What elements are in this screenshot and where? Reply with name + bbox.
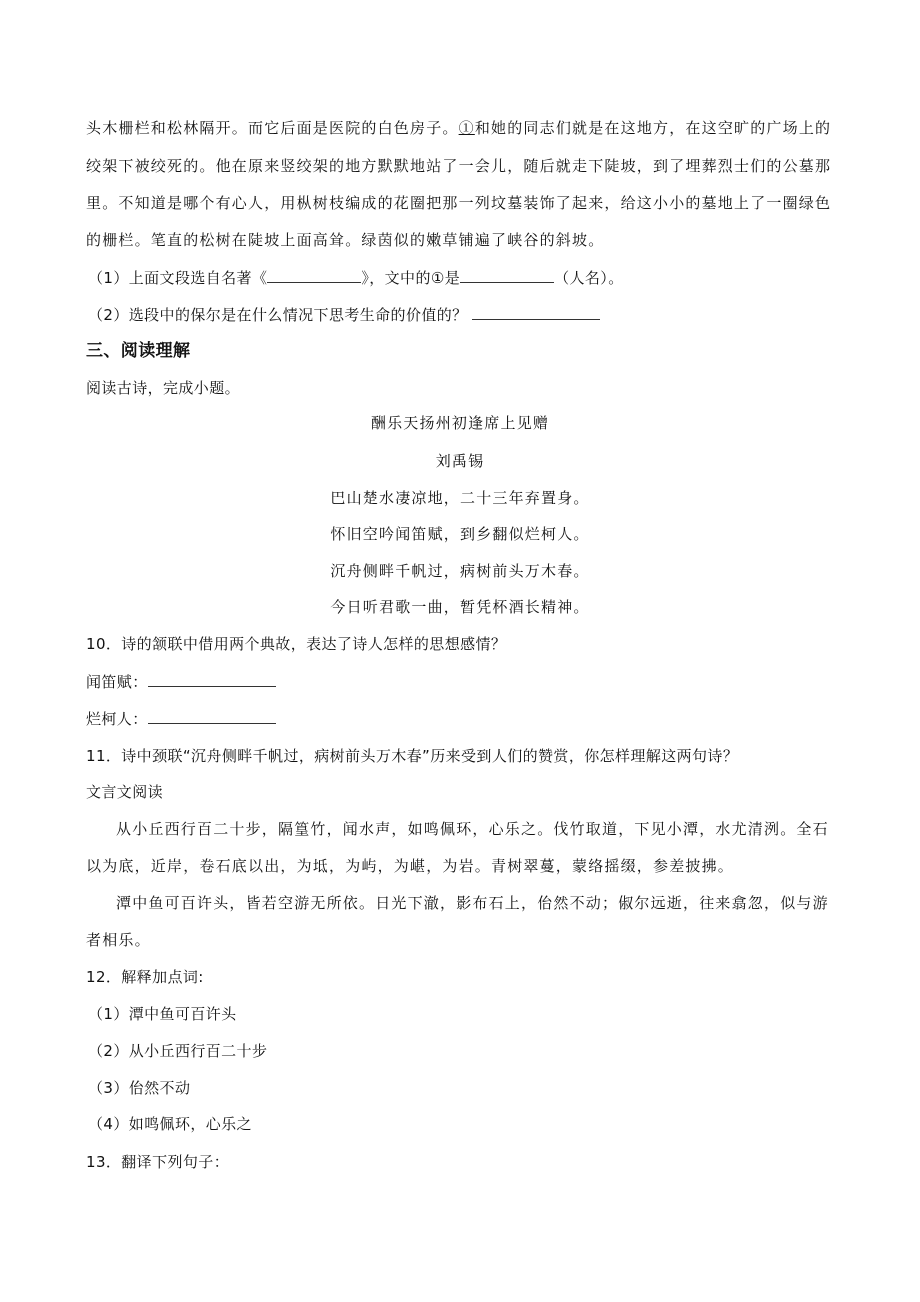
answer-blank[interactable] bbox=[472, 305, 600, 320]
passage-line-2: 绞架下被绞死的。他在原来竖绞架的地方默默地站了一会儿，随后就走下陡坡，到了埋葬烈士们的公墓那 bbox=[86, 157, 832, 175]
classical-line-1: 从小丘西行百二十步，隔篁竹，闻水声，如鸣佩环，心乐之。伐竹取道，下见小潭，水尤清洌。全石 bbox=[116, 820, 829, 838]
poem-line-1: 巴山楚水凄凉地，二十三年弃置身。 bbox=[330, 489, 590, 507]
circled-marker: ① bbox=[458, 119, 475, 137]
classical-line-4: 者相乐。 bbox=[86, 931, 151, 949]
classical-line-2: 以为底，近岸，卷石底以出，为坻，为屿，为嵁，为岩。青树翠蔓，蒙络摇缀，参差披拂。 bbox=[86, 857, 735, 875]
question-11: 11．诗中颈联“沉舟侧畔千帆过，病树前头万木春”历来受到人们的赞赏，你怎样理解这两句诗？ bbox=[86, 747, 739, 765]
section-heading: 三、阅读理解 bbox=[86, 341, 191, 361]
answer-blank[interactable] bbox=[148, 672, 276, 687]
sub-question-text: （1）上面文段选自名著《 bbox=[88, 269, 268, 287]
passage-line-3: 里。不知道是哪个有心人，用枞树枝编成的花圈把那一列坟墓装饰了起来，给这小小的墓地上了一圈绿色 bbox=[86, 194, 832, 212]
question-12-item: （1）潭中鱼可百许头 bbox=[88, 1005, 237, 1023]
poem-intro: 阅读古诗，完成小题。 bbox=[86, 379, 241, 397]
question-10-part-b bbox=[86, 709, 276, 729]
passage-line-1 bbox=[86, 118, 831, 138]
poem-line-2: 怀旧空吟闻笛赋，到乡翻似烂柯人。 bbox=[330, 525, 590, 543]
sub-question-text: 》，文中的①是 bbox=[361, 269, 461, 287]
sub-question-1 bbox=[88, 268, 624, 288]
answer-label: 烂柯人： bbox=[86, 710, 148, 728]
answer-blank[interactable] bbox=[148, 709, 276, 724]
question-10-part-a bbox=[86, 672, 276, 692]
passage-line-4: 的栅栏。笔直的松树在陡坡上面高耸。绿茵似的嫩草铺遍了峡谷的斜坡。 bbox=[86, 231, 605, 249]
question-12-item: （3）佁然不动 bbox=[88, 1079, 191, 1097]
classical-line-3: 潭中鱼可百许头，皆若空游无所依。日光下澈，影布石上，佁然不动；俶尔远逝，往来翕忽，似与游 bbox=[116, 894, 829, 912]
poem-line-3: 沉舟侧畔千帆过，病树前头万木春。 bbox=[330, 562, 590, 580]
book-title-blank[interactable] bbox=[267, 268, 361, 283]
sub-question-2 bbox=[88, 305, 600, 325]
question-12-item: （2）从小丘西行百二十步 bbox=[88, 1042, 268, 1060]
poem-title: 酬乐天扬州初逢席上见赠 bbox=[370, 414, 550, 432]
answer-label: 闻笛赋： bbox=[86, 673, 148, 691]
poem-author: 刘禹锡 bbox=[435, 452, 485, 470]
passage-text: 和她的同志们就是在这地方，在这空旷的广场上的 bbox=[474, 119, 832, 137]
question-13: 13．翻译下列句子： bbox=[86, 1153, 230, 1171]
sub-question-text: （人名）。 bbox=[554, 269, 624, 287]
passage-text: 头木栅栏和松林隔开。而它后面是医院的白色房子。 bbox=[86, 119, 459, 137]
question-10: 10．诗的颔联中借用两个典故，表达了诗人怎样的思想感情？ bbox=[86, 635, 507, 653]
question-12: 12．解释加点词: bbox=[86, 968, 204, 986]
sub-question-text: （2）选段中的保尔是在什么情况下思考生命的价值的？ bbox=[88, 306, 468, 324]
classical-intro: 文言文阅读 bbox=[86, 783, 164, 801]
question-12-item: （4）如鸣佩环，心乐之 bbox=[88, 1115, 252, 1133]
poem-line-4: 今日听君歌一曲，暂凭杯酒长精神。 bbox=[330, 598, 590, 616]
person-name-blank[interactable] bbox=[460, 268, 554, 283]
